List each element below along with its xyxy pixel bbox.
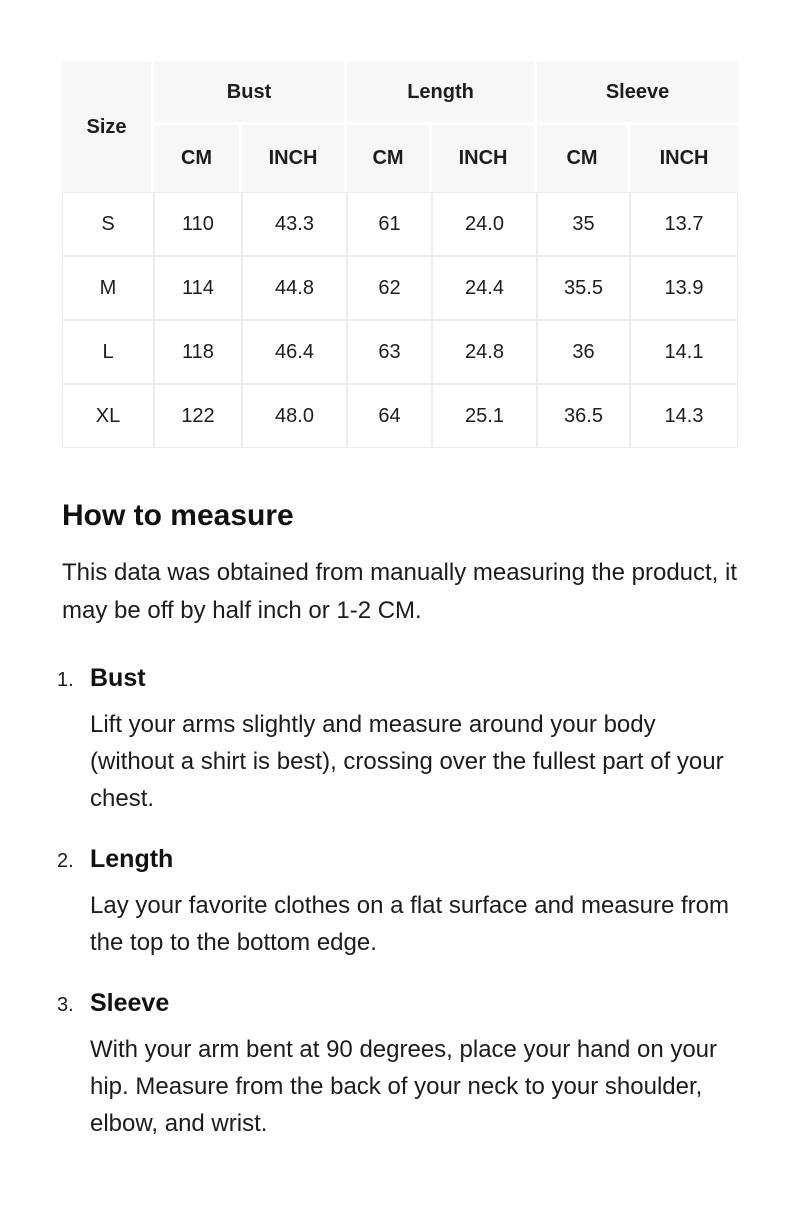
item-title: Bust [90,664,146,692]
item-description: Lay your favorite clothes on a flat surface and measure from the top to the bottom edge. [90,892,729,956]
group-header-bust: Bust [154,62,347,125]
sleeve-cm-cell: 36.5 [537,384,630,448]
item-description: With your arm bent at 90 degrees, place your hand on your hip. Measure from the back of your neck to your shoulder, elbow, and wrist. [90,1036,718,1137]
measure-item-sleeve [57,987,738,1142]
intro-paragraph: This data was obtained from manually measuring the product, it may be off by half inch or 1-2 CM. [62,559,738,624]
bust-inch-cell: 46.4 [242,320,347,384]
bust-inch-cell: 44.8 [242,256,347,320]
measure-list [57,662,738,1142]
group-header-length: Length [347,62,537,125]
item-number: 3. [57,994,74,1016]
length-cm-cell: 62 [347,256,432,320]
sleeve-cm-cell: 35.5 [537,256,630,320]
size-cell: XL [62,384,154,448]
length-inch-cell: 25.1 [432,384,537,448]
sleeve-cm-cell: 35 [537,192,630,256]
group-header-sleeve: Sleeve [537,62,738,125]
length-inch-cell: 24.0 [432,192,537,256]
bust-cm-cell: 110 [154,192,242,256]
unit-header-bust-cm: CM [154,125,242,192]
section-heading: How to measure [62,499,294,532]
how-to-measure-section [57,498,738,1142]
measure-item-bust [57,662,738,817]
unit-header-bust-inch: INCH [242,125,347,192]
bust-inch-cell: 48.0 [242,384,347,448]
unit-header-length-cm: CM [347,125,432,192]
item-title: Sleeve [90,989,170,1017]
sleeve-inch-cell: 13.7 [630,192,738,256]
size-column-header: Size [62,62,154,192]
unit-header-length-inch: INCH [432,125,537,192]
unit-header-sleeve-inch: INCH [630,125,738,192]
item-head [57,843,738,875]
size-cell: S [62,192,154,256]
size-cell: M [62,256,154,320]
item-number: 1. [57,669,74,691]
length-inch-cell: 24.8 [432,320,537,384]
measure-item-length [57,843,738,961]
item-description: Lift your arms slightly and measure around your body (without a shirt is best), crossing over the fullest part of your chest. [90,711,724,812]
bust-inch-cell: 43.3 [242,192,347,256]
unit-header-sleeve-cm: CM [537,125,630,192]
bust-cm-cell: 114 [154,256,242,320]
length-cm-cell: 63 [347,320,432,384]
item-head [57,662,738,694]
table-row-l [62,320,738,384]
length-inch-cell: 24.4 [432,256,537,320]
sleeve-inch-cell: 13.9 [630,256,738,320]
table-row-xl [62,384,738,448]
sleeve-inch-cell: 14.1 [630,320,738,384]
length-cm-cell: 61 [347,192,432,256]
bust-cm-cell: 122 [154,384,242,448]
size-cell: L [62,320,154,384]
table-row-m [62,256,738,320]
size-chart-table [62,62,738,448]
bust-cm-cell: 118 [154,320,242,384]
item-number: 2. [57,850,74,872]
item-head [57,987,738,1019]
length-cm-cell: 64 [347,384,432,448]
sleeve-cm-cell: 36 [537,320,630,384]
sleeve-inch-cell: 14.3 [630,384,738,448]
table-row-s [62,192,738,256]
item-title: Length [90,845,174,873]
